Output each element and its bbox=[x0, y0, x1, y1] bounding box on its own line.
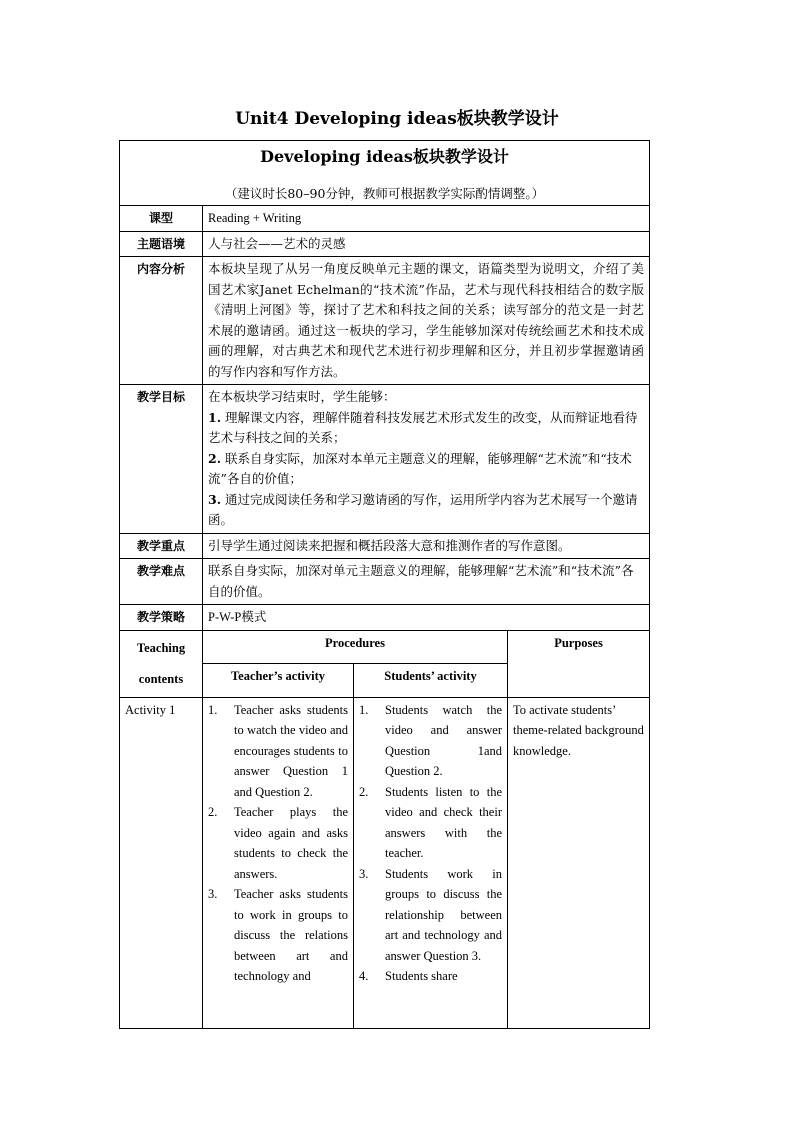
students-activity-cell bbox=[354, 697, 508, 1028]
row-value: Reading + Writing bbox=[203, 206, 650, 232]
duration-note: （建议时长80–90分钟，教师可根据教学实际酌情调整。） bbox=[224, 186, 545, 201]
goal-item bbox=[208, 408, 644, 449]
goals-intro: 在本板块学习结束时，学生能够： bbox=[208, 389, 396, 404]
table-row bbox=[120, 257, 650, 385]
row-label: 教学重点 bbox=[120, 533, 203, 559]
row-label: 主题语境 bbox=[120, 231, 203, 257]
row-label: 内容分析 bbox=[120, 257, 203, 385]
goal-number: 2. bbox=[208, 450, 222, 466]
list-item: 3. Students work in groups to discuss the relationship between art and technology and answer Question 3. bbox=[359, 866, 502, 963]
purposes-header: Purposes bbox=[508, 630, 650, 697]
table-row bbox=[120, 206, 650, 232]
goal-item bbox=[208, 449, 644, 490]
list-item: 1. Students watch the video and answer Question 1and Question 2. bbox=[359, 702, 502, 778]
purpose-text: To activate students’ theme-related background knowledge. bbox=[513, 702, 644, 758]
students-activity-header: Students’ activity bbox=[354, 664, 508, 698]
table-row bbox=[120, 533, 650, 559]
table-heading-row bbox=[120, 141, 650, 206]
row-value: 本板块呈现了从另一角度反映单元主题的课文，语篇类型为说明文，介绍了美国艺术家Janet Echelman的“技术流”作品，艺术与现代科技相结合的数字版《清明上河图》等，探讨了艺术和科技之间的关系；读写部分的范文是一封艺术展的邀请函。通过这一板块的学习，学生能够加深对传统绘画艺术和技术成画的理解，对古典艺术和现代艺术进行初步理解和区分，并且初步掌握邀请函的写作内容和写作方法。 bbox=[203, 257, 650, 385]
row-label: 教学难点 bbox=[120, 559, 203, 605]
goal-text: 理解课文内容，理解伴随着科技发展艺术形式发生的改变，从而辩证地看待艺术与科技之间的关系； bbox=[208, 409, 638, 445]
goal-item bbox=[208, 490, 644, 531]
row-value: 联系自身实际，加深对单元主题意义的理解，能够理解“艺术流”和“技术流”各自的价值。 bbox=[203, 559, 650, 605]
goals-cell bbox=[203, 385, 650, 534]
goal-text: 联系自身实际，加深对本单元主题意义的理解，能够理解“艺术流”和“技术流”各自的价值； bbox=[208, 450, 632, 486]
list-item: 2. Students listen to the video and check their answers with the teacher. bbox=[359, 784, 502, 860]
table-row bbox=[120, 559, 650, 605]
activity-name-text: Activity 1 bbox=[125, 702, 176, 717]
table-row bbox=[120, 385, 650, 534]
list-item: 3. Teacher asks students to work in groups to discuss the relations between art and technology and bbox=[208, 887, 348, 983]
teacher-activity-header: Teacher’s activity bbox=[203, 664, 354, 698]
table-row bbox=[120, 605, 650, 631]
teaching-header-line1: Teaching bbox=[136, 640, 186, 655]
teacher-activity-cell bbox=[203, 697, 354, 1028]
row-label: 教学策略 bbox=[120, 605, 203, 631]
row-value: 引导学生通过阅读来把握和概括段落大意和推测作者的写作意图。 bbox=[203, 533, 650, 559]
list-item: 1. Teacher asks students to watch the video and encourages students to answer Question 1 and Question 2. bbox=[208, 702, 348, 799]
purpose-cell bbox=[508, 697, 650, 1028]
document-title: Unit4 Developing ideas板块教学设计 bbox=[235, 109, 559, 129]
procedures-header-row bbox=[120, 630, 650, 664]
row-value: P-W-P模式 bbox=[203, 605, 650, 631]
goal-number: 3. bbox=[208, 491, 222, 507]
list-item: 2. Teacher plays the video again and asks students to check the answers. bbox=[208, 805, 348, 881]
teacher-steps bbox=[208, 700, 348, 987]
table-row bbox=[120, 231, 650, 257]
activity-name bbox=[120, 697, 203, 1028]
goal-text: 通过完成阅读任务和学习邀请函的写作，运用所学内容为艺术展写一个邀请函。 bbox=[208, 491, 638, 527]
list-item: 4. Students share bbox=[359, 969, 458, 983]
table-heading: Developing ideas板块教学设计 bbox=[260, 147, 509, 166]
student-steps bbox=[359, 700, 502, 987]
teaching-contents-header bbox=[120, 630, 203, 697]
lesson-plan-table bbox=[119, 140, 650, 1029]
procedures-header: Procedures bbox=[203, 630, 508, 664]
row-value: 人与社会——艺术的灵感 bbox=[203, 231, 650, 257]
row-label: 课型 bbox=[120, 206, 203, 232]
teaching-header-line2: contents bbox=[138, 671, 184, 686]
row-label: 教学目标 bbox=[120, 385, 203, 534]
table-heading-cell bbox=[120, 141, 650, 206]
goal-number: 1. bbox=[208, 409, 222, 425]
activity-row bbox=[120, 697, 650, 1028]
